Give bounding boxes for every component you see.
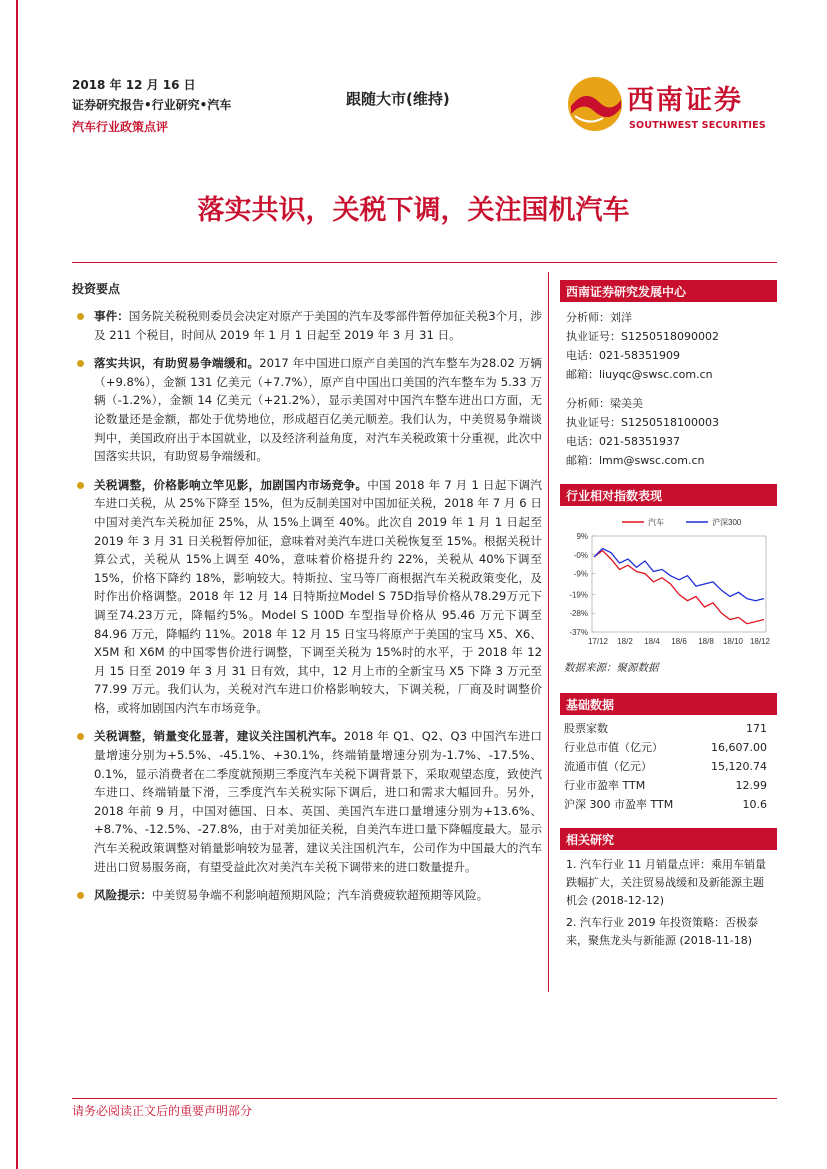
basic-data-heading: 基础数据 bbox=[560, 693, 777, 715]
x-tick-label: 18/12 bbox=[749, 637, 771, 646]
stat-value: 12.99 bbox=[735, 779, 767, 792]
table-row bbox=[560, 776, 777, 795]
series-line bbox=[594, 549, 764, 601]
basic-data-table bbox=[560, 719, 777, 814]
bullet-lead: 落实共识，有助贸易争端缓和。 bbox=[94, 356, 260, 371]
summary-heading: 投资要点 bbox=[72, 282, 121, 296]
report-subcategory: 汽车行业政策点评 bbox=[72, 120, 169, 134]
analyst-email[interactable]: 邮箱：liuyqc@swsc.com.cn bbox=[566, 368, 713, 381]
stat-label: 沪深 300 市盈率 TTM bbox=[564, 798, 674, 811]
summary-bullet bbox=[72, 886, 542, 905]
analyst-phone: 电话：021-58351937 bbox=[566, 435, 680, 448]
table-row bbox=[560, 757, 777, 776]
bullet-text: 中美贸易争端不利影响超预期风险；汽车消费疲软超预期等风险。 bbox=[151, 888, 489, 903]
legend-label: 汽车 bbox=[648, 518, 664, 527]
bullet-lead: 风险提示： bbox=[94, 888, 152, 903]
bullet-text: 2018 年 Q1、Q2、Q3 中国汽车进口量增速分别为+5.5%、-45.1%、+30.1%，终端销量增速分别为-1.7%、-17.5%、0.1%，显示消费者在二季度就预期三季度汽车关税下调背景下，采取观望态度，致使汽车进口、终端销量下滑，三季度汽车关税实际下调后，进口和需求大幅回升。另外，2018 年前 9 月，中国对德国、日本、英国、美国汽车进口量增速分别为+13.6%、+8.7%、-12.5%、-27.8%，由于对美加征关税，自美汽车进口量下降幅度最大。显示汽车关税政策调整对销量影响较为显著，建议关注国机汽车，公司作为中国最大的汽车进出口贸易服务商，有望受益此次对美汽车关税下调带来的进口数量提升。 bbox=[94, 729, 542, 874]
x-tick-label: 18/6 bbox=[671, 637, 687, 646]
rating: 跟随大市(维持) bbox=[346, 90, 450, 108]
x-tick-label: 18/10 bbox=[722, 637, 744, 646]
bullet-lead: 关税调整，销量变化显著，建议关注国机汽车。 bbox=[94, 729, 344, 744]
summary-bullet bbox=[72, 307, 542, 344]
chart-source: 数据来源：聚源数据 bbox=[564, 662, 659, 674]
bullet-text: 中国 2018 年 7 月 1 日起下调汽车进口关税，从 25%下降至 15%，但为反制美国对中国加征关税，2018 年 7 月 6 日中国对美汽车关税加征 25%，从 15%上调至 40%。此次自 2019 年 1 月 1 日起至 2019 年 3 月 31 日关税暂停加征，意味着对美汽车进口关税恢复至 15%。根据关税计算公式，关税从 15%上调至 40%，意味着价格提升约 22%，关税从 40%下调至 15%，价格下降约 18%，影响较大。特斯拉、宝马等厂商根据汽车关税政策变化，及时作出价格调整。2018 年 12 月 14 日特斯拉Model S 75D指导价格从78.29万元下调至74.23万元，降幅约5%。Model S 100D 车型指导价格从 95.46 万元下调至 84.96 万元，降幅约 11%。2018 年 12 月 15 日宝马将原产于美国的宝马 X5、X6、X5M 和 X6M 的中国零售价进行调整，下调至关税为 15%时的水平，于 2018 年 12 月 15 日至 2019 年 3 月 31 日有效，其中，12 月上市的全新宝马 X5 下降 3 万元至 77.99 万元。我们认为，关税对汽车进口价格影响较大，下调关税，厂商及时调整价格，或将加剧国内汽车市场竞争。 bbox=[94, 477, 542, 715]
y-tick-label: -19% bbox=[569, 590, 588, 600]
stat-label: 行业总市值（亿元） bbox=[564, 741, 663, 754]
legend-label: 沪深300 bbox=[712, 518, 742, 527]
summary-section bbox=[72, 280, 542, 915]
title-divider bbox=[72, 262, 777, 263]
summary-bullet bbox=[72, 727, 542, 876]
index-performance-chart bbox=[560, 512, 777, 652]
x-tick-label: 18/8 bbox=[698, 637, 714, 646]
x-tick-label: 18/4 bbox=[644, 637, 660, 646]
analyst-email[interactable]: 邮箱：lmm@swsc.com.cn bbox=[566, 454, 705, 467]
analyst-cert: 执业证号：S1250518100003 bbox=[566, 416, 719, 429]
table-row bbox=[560, 795, 777, 814]
analyst-name: 分析师：梁美美 bbox=[566, 397, 643, 410]
y-tick-label: -28% bbox=[569, 609, 588, 619]
left-margin-line bbox=[16, 0, 18, 1169]
stat-label: 流通市值（亿元） bbox=[564, 760, 652, 773]
y-tick-label: 9% bbox=[576, 532, 588, 541]
report-category: 证券研究报告•行业研究•汽车 bbox=[72, 98, 232, 112]
report-date: 2018 年 12 月 16 日 bbox=[72, 78, 196, 92]
summary-bullet bbox=[72, 476, 542, 718]
bullet-lead: 事件： bbox=[94, 309, 129, 323]
bullet-lead: 关税调整，价格影响立竿见影，加剧国内市场竞争。 bbox=[94, 477, 368, 492]
y-tick-label: -9% bbox=[573, 569, 588, 579]
y-tick-label: -37% bbox=[569, 628, 588, 637]
footer-divider bbox=[72, 1098, 777, 1099]
column-divider bbox=[548, 272, 549, 992]
bullet-text: 国务院关税税则委员会决定对原产于美国的汽车及零部件暂停加征关税3个月，涉及 211 个税目，时间从 2019 年 1 月 1 日起至 2019 年 3 月 31 日。 bbox=[94, 309, 542, 342]
series-line bbox=[594, 551, 764, 624]
plot-frame bbox=[592, 536, 766, 632]
y-tick-label: -0% bbox=[573, 550, 588, 560]
footer-disclaimer: 请务必阅读正文后的重要声明部分 bbox=[72, 1104, 253, 1118]
stat-value: 10.6 bbox=[742, 798, 767, 811]
related-list bbox=[560, 850, 777, 950]
logo-emblem-icon bbox=[565, 74, 625, 134]
bullet-text: 2017 年中国进口原产自美国的汽车整车为28.02 万辆（+9.8%），金额 131 亿美元（+7.7%），原产自中国出口美国的汽车整车为 5.33 万辆（-1.2%），金额 14 亿美元（+21.2%），显示美国对中国汽车整车进出口方面，无论数量还是金额，都处于优势地位，形成超百亿美元顺差。我们认为，中美贸易争端谈判中，美国政府出于本国就业，以及经济利益角度，对汽车关税政策十分重视，此次中国落实共识，有助贸易争端缓和。 bbox=[94, 356, 542, 464]
index-chart-container bbox=[560, 512, 777, 656]
analyst-cert: 执业证号：S1250518090002 bbox=[566, 330, 719, 343]
analyst-heading: 西南证券研究发展中心 bbox=[560, 280, 777, 302]
analyst-card bbox=[566, 394, 771, 470]
summary-bullet bbox=[72, 354, 542, 466]
stat-value: 15,120.74 bbox=[711, 760, 767, 773]
table-row bbox=[560, 719, 777, 738]
stat-value: 16,607.00 bbox=[711, 741, 767, 754]
sidebar bbox=[560, 280, 777, 954]
report-title: 落实共识，关税下调，关注国机汽车 bbox=[197, 195, 630, 226]
stat-label: 行业市盈率 TTM bbox=[564, 779, 646, 792]
table-row bbox=[560, 738, 777, 757]
summary-bullets bbox=[72, 307, 542, 905]
logo-text-cn: 西南证券 bbox=[627, 85, 743, 116]
related-heading: 相关研究 bbox=[560, 828, 777, 850]
stat-value: 171 bbox=[746, 722, 767, 735]
analyst-phone: 电话：021-58351909 bbox=[566, 349, 680, 362]
x-tick-label: 17/12 bbox=[587, 637, 609, 646]
stat-label: 股票家数 bbox=[564, 722, 608, 735]
index-perf-heading: 行业相对指数表现 bbox=[560, 484, 777, 506]
analyst-info bbox=[560, 302, 777, 470]
analyst-name: 分析师：刘洋 bbox=[566, 311, 632, 324]
related-item[interactable]: 1. 汽车行业 11 月销量点评：乘用车销量跌幅扩大，关注贸易战缓和及新能源主题机会 (2018-12-12) bbox=[566, 858, 766, 907]
x-tick-label: 18/2 bbox=[617, 637, 633, 646]
related-item[interactable]: 2. 汽车行业 2019 年投资策略：否极泰来，聚焦龙头与新能源 (2018-11-18) bbox=[566, 916, 758, 947]
company-logo bbox=[565, 72, 775, 140]
analyst-card bbox=[566, 308, 771, 384]
logo-text-en: SOUTHWEST SECURITIES bbox=[629, 120, 766, 131]
